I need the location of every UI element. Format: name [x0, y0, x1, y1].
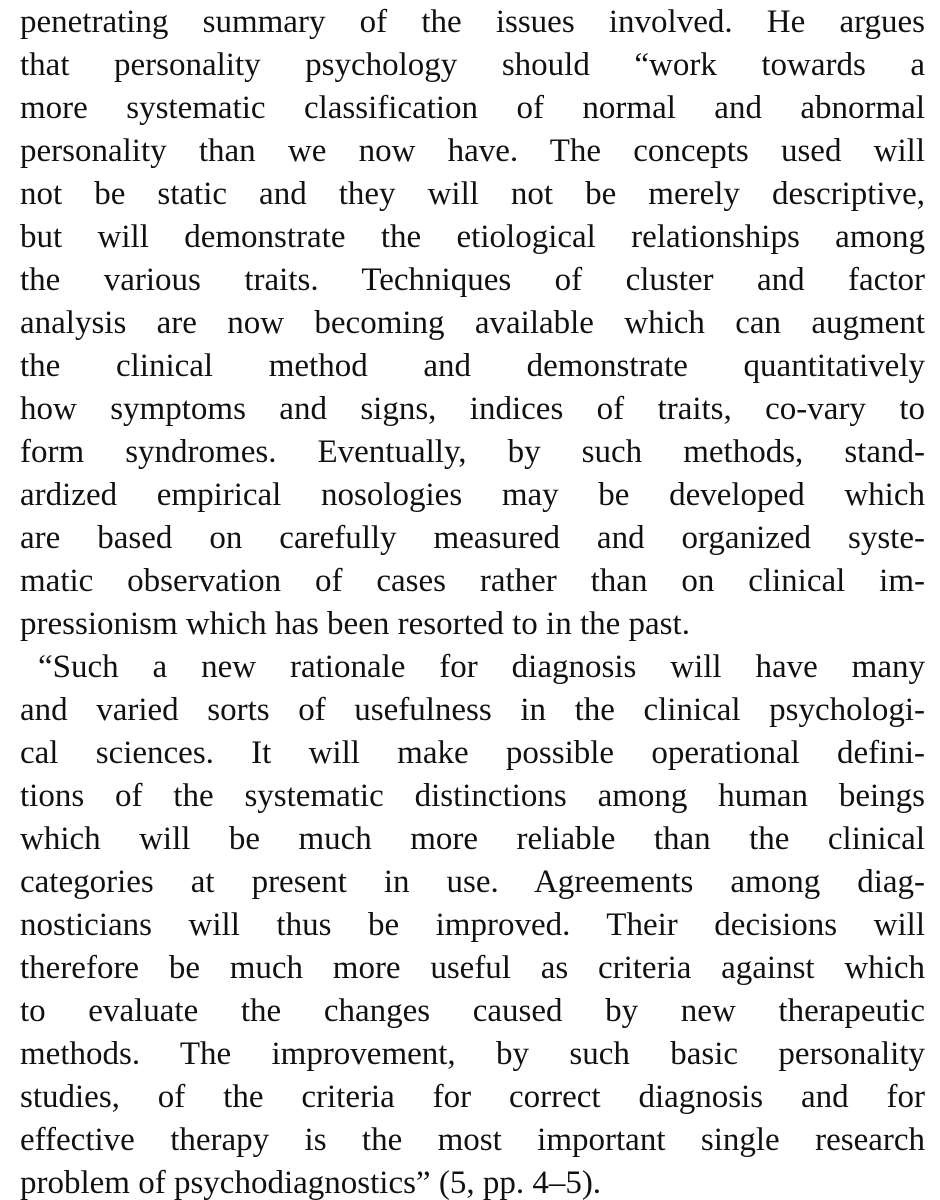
text-line: cal sciences. It will make possible operational defini-	[20, 735, 925, 771]
text-line: studies, of the criteria for correct diagnosis and for	[20, 1079, 925, 1115]
text-line: categories at present in use. Agreements among diag-	[20, 864, 925, 900]
text-line: how symptoms and signs, indices of traits, co-vary to	[20, 391, 925, 427]
text-line: analysis are now becoming available which can augment	[20, 305, 925, 341]
text-line: the clinical method and demonstrate quantitatively	[20, 348, 925, 384]
text-line: more systematic classification of normal and abnormal	[20, 90, 925, 126]
text-line: tions of the systematic distinctions among human beings	[20, 778, 925, 814]
text-line: pressionism which has been resorted to in the past.	[20, 606, 690, 642]
text-line: and varied sorts of usefulness in the clinical psychologi-	[20, 692, 925, 728]
text-line: are based on carefully measured and organized syste-	[20, 520, 925, 556]
text-line: therefore be much more useful as criteria against which	[20, 950, 925, 986]
paragraph-first-line: “Such a new rationale for diagnosis will have many	[38, 649, 925, 685]
text-line: matic observation of cases rather than on clinical im-	[20, 563, 925, 599]
text-line: penetrating summary of the issues involved. He argues	[20, 4, 925, 40]
text-line: methods. The improvement, by such basic personality	[20, 1036, 925, 1072]
text-line: which will be much more reliable than the clinical	[20, 821, 925, 857]
text-line: to evaluate the changes caused by new therapeutic	[20, 993, 925, 1029]
text-line: but will demonstrate the etiological relationships among	[20, 219, 925, 255]
text-line: form syndromes. Eventually, by such methods, stand-	[20, 434, 925, 470]
text-line: the various traits. Techniques of cluster and factor	[20, 262, 925, 298]
text-line: not be static and they will not be merely descriptive,	[20, 176, 925, 212]
text-line: that personality psychology should “work towards a	[20, 47, 925, 83]
text-line: personality than we now have. The concepts used will	[20, 133, 925, 169]
text-line: effective therapy is the most important single research	[20, 1122, 925, 1158]
text-line: nosticians will thus be improved. Their decisions will	[20, 907, 925, 943]
text-line: ardized empirical nosologies may be developed which	[20, 477, 925, 513]
text-line: problem of psychodiagnostics” (5, pp. 4–5).	[20, 1165, 602, 1200]
